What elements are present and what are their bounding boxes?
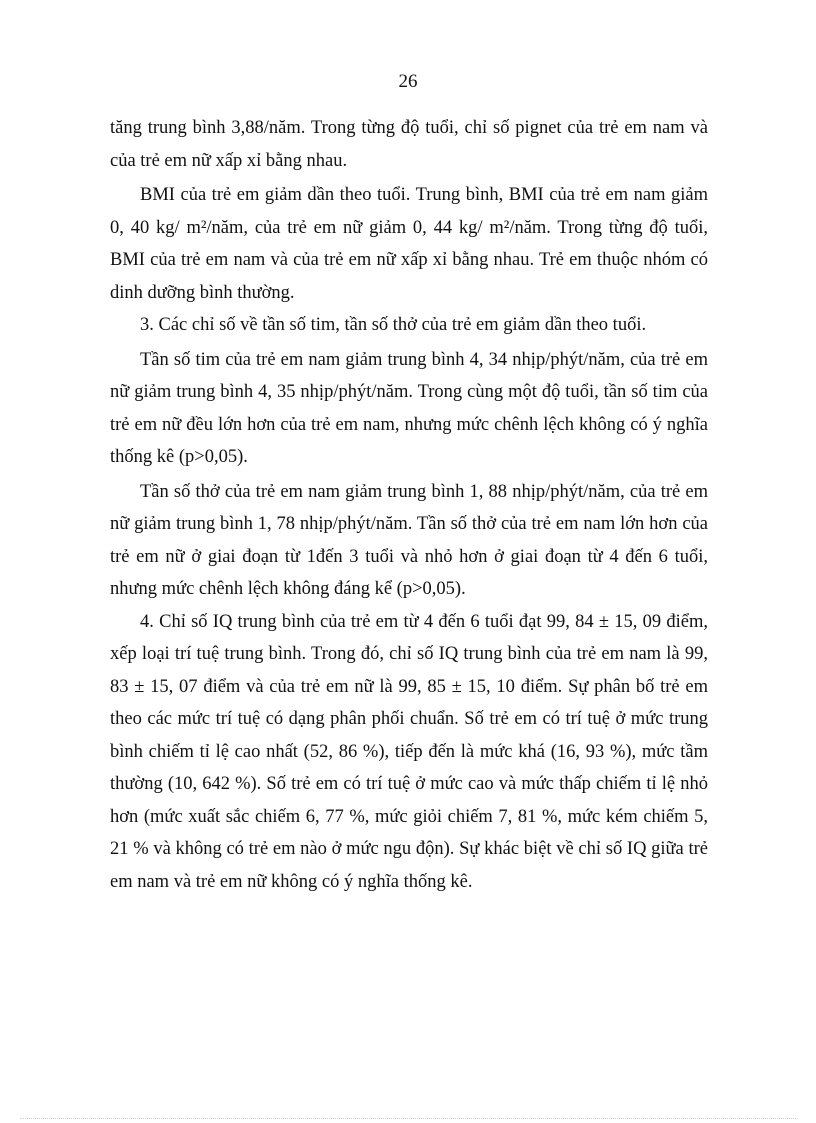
body-text — [110, 112, 708, 898]
paragraph-breath-rate: Tần số thở của trẻ em nam giảm trung bình 1, 88 nhịp/phýt/năm, của trẻ em nữ giảm trung bình 1, 78 nhịp/phýt/năm. Tần số thở của trẻ em nam lớn hơn của trẻ em nữ ở giai đoạn từ 1đến 3 tuổi và nhỏ hơn ở giai đoạn từ 4 đến 6 tuổi, nhưng mức chênh lệch không đáng kể (p>0,05). — [110, 481, 708, 599]
paragraph-heart-rate: Tần số tim của trẻ em nam giảm trung bình 4, 34 nhịp/phýt/năm, của trẻ em nữ giảm trung bình 4, 35 nhịp/phýt/năm. Trong cùng một độ tuổi, tần số tim của trẻ em nữ đều lớn hơn của trẻ em nam, nhưng mức chênh lệch không có ý nghĩa thống kê (p>0,05). — [110, 349, 708, 467]
paragraph-iq: 4. Chỉ số IQ trung bình của trẻ em từ 4 đến 6 tuổi đạt 99, 84 ± 15, 09 điểm, xếp loại trí tuệ trung bình. Trong đó, chỉ số IQ trung bình của trẻ em nam là 99, 83 ± 15, 07 điểm và của trẻ em nữ là 99, 85 ± 15, 10 điểm. Sự phân bố trẻ em theo các mức trí tuệ có dạng phân phối chuẩn. Số trẻ em có trí tuệ ở mức trung bình chiếm tỉ lệ cao nhất (52, 86 %), tiếp đến là mức khá (16, 93 %), mức tầm thường (10, 642 %). Số trẻ em có trí tuệ ở mức cao và mức thấp chiếm tỉ lệ nhỏ hơn (mức xuất sắc chiếm 6, 77 %, mức giỏi chiếm 7, 81 %, mức kém chiếm 5, 21 % và không có trẻ em nào ở mức ngu độn). Sự khác biệt về chỉ số IQ giữa trẻ em nam và trẻ em nữ không có ý nghĩa thống kê. — [110, 611, 708, 892]
page-number: 26 — [398, 71, 418, 92]
paragraph-bmi: BMI của trẻ em giảm dần theo tuổi. Trung bình, BMI của trẻ em nam giảm 0, 40 kg/ m²/năm, của trẻ em nữ giảm 0, 44 kg/ m²/năm. Trong từng độ tuổi, BMI của trẻ em nam và của trẻ em nữ xấp xỉ bằng nhau. Trẻ em thuộc nhóm có dinh dưỡng bình thường. — [110, 185, 708, 303]
page-bottom-divider — [20, 1118, 796, 1119]
paragraph-heading-heart-breath-rate: 3. Các chỉ số về tần số tim, tần số thở của trẻ em giảm dần theo tuổi. — [140, 315, 647, 335]
paragraph-pignet-continuation: tăng trung bình 3,88/năm. Trong từng độ tuổi, chỉ số pignet của trẻ em nam và của trẻ em nữ xấp xỉ bằng nhau. — [110, 118, 708, 171]
